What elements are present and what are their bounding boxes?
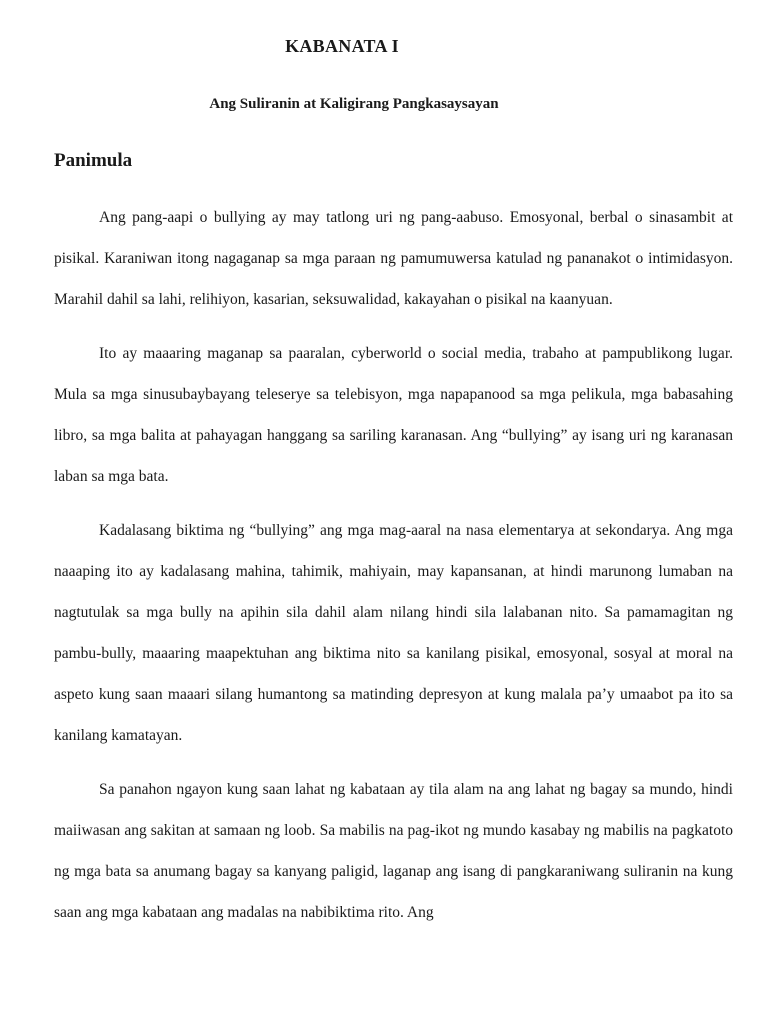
paragraph-3: Kadalasang biktima ng “bullying” ang mga mag-aaral na nasa elementarya at sekondarya. Ang mga naaaping ito ay kadalasang mahina, tahimik, mahiyain, may kapansanan, at hindi marunong lumaban na nagtutulak sa mga bully na apihin sila dahil alam nilang hindi sila lalabanan nito. Sa pamamagitan ng pambu-bully, maaaring maapektuhan ang biktima nito sa kanilang pisikal, emosyonal, sosyal at moral na aspeto kung saan maaari silang humantong sa matinding depresyon at kung malala pa’y umaabot pa ito sa kanilang kamatayan.	[54, 522, 733, 744]
paragraph-2: Ito ay maaaring maganap sa paaralan, cyberworld o social media, trabaho at pampublikong lugar. Mula sa mga sinusubaybayang teleserye sa telebisyon, mga napapanood sa mga pelikula, mga babasahing libro, sa mga balita at pahayagan hanggang sa sariling karanasan. Ang “bullying” ay isang uri ng karanasan laban sa mga bata.	[54, 345, 733, 485]
chapter-subtitle: Ang Suliranin at Kaligirang Pangkasaysayan	[209, 96, 499, 112]
section-heading: Panimula	[54, 150, 133, 171]
chapter-title: KABANATA I	[285, 36, 399, 56]
body-text	[54, 197, 733, 946]
paragraph-1: Ang pang-aapi o bullying ay may tatlong uri ng pang-aabuso. Emosyonal, berbal o sinasambit at pisikal. Karaniwan itong nagaganap sa mga paraan ng pamumuwersa katulad ng pananakot o intimidasyon. Marahil dahil sa lahi, relihiyon, kasarian, seksuwalidad, kakayahan o pisikal na kaanyuan.	[54, 209, 733, 308]
paragraph-4: Sa panahon ngayon kung saan lahat ng kabataan ay tila alam na ang lahat ng bagay sa mundo, hindi maiiwasan ang sakitan at samaan ng loob. Sa mabilis na pag-ikot ng mundo kasabay ng mabilis na pagkatoto ng mga bata sa anumang bagay sa kanyang paligid, laganap ang isang di pangkaraniwang suliranin na kung saan ang mga kabataan ang madalas na nabibiktima rito. Ang	[54, 781, 733, 921]
